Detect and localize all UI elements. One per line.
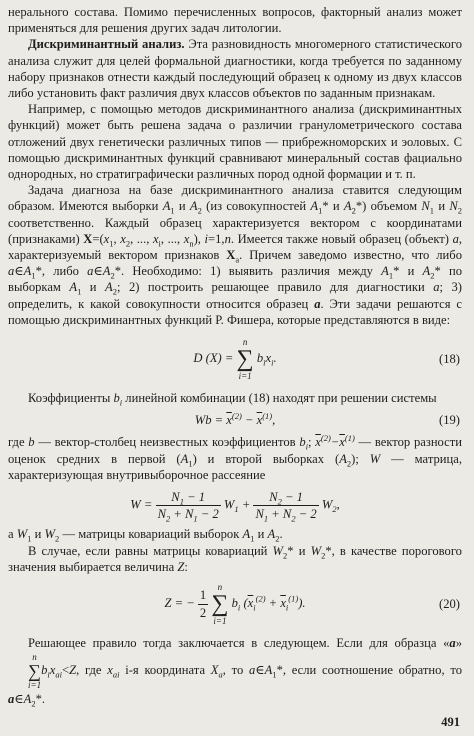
paragraph-task: Задача диагноза на базе дискриминантного анализа ставится следующим образом. Имеются выборки $A_1$ и $A_2$ (из совокупностей $A_1*$ и $A_2*$) объемом $N_1$ и $N_2$ соответственно. Каждый образец характеризуется вектором с координатами (признаками) $X=(x_1$, $x_2$, ..., $x_i$, ..., $x_n$), i=1,n. Имеется также новый образец (объект) a, характеризуемый вектором признаков $X_a$. Причем заведомо известно, что либо $a\in A_1*$, либо $a\in A_2*$. Необходимо: 1) выявить различия между $A_1*$ и $A_2*$ по выборкам $A_1$ и $A_2$; 2) построить решающее правило для диагностики a; 3) определить, к какой совокупности относится образец a. Эти задачи решаются с помощью дискриминантных функций Р. Фишера, которые представляются в виде: bbox=[8, 183, 463, 327]
fraction: $\frac{1}{2}$ bbox=[199, 588, 207, 620]
section-heading: Дискриминантный анализ. bbox=[28, 37, 185, 52]
sum-symbol: n ∑ i=1 bbox=[211, 582, 229, 627]
paragraph-intro: нерального состава. Помимо перечисленных вопросов, факторный анализ может применяться для решения других задач литологии. bbox=[8, 5, 462, 36]
equation-18: D (X) = n ∑ i=1 $b_ix_i$. (18) bbox=[193, 337, 460, 382]
paragraph-covariance: а $W_1$ и $W_2$ — матрицы ковариаций выборок $A_1$ и $A_2$. bbox=[8, 527, 283, 544]
paragraph-threshold: В случае, если равны матрицы ковариаций $W_2*$ и $W_2*$, в качестве порогового значения выбирается величина Z: bbox=[8, 543, 462, 574]
equation-20: Z = − $\frac{1}{2}$ n ∑ i=1 $b_i$ $(\overline{x}_i^{(2)} + \overline{x}_i^{(1)})$. (20) bbox=[164, 582, 460, 627]
sum-symbol: n ∑ i=1 bbox=[28, 652, 42, 691]
paragraph-coefficients: Коэффициенты $b_i$ линейной комбинации (18) находят при решении системы bbox=[28, 391, 437, 408]
paragraph-discriminant bbox=[8, 36, 462, 101]
equation-number: (19) bbox=[439, 413, 460, 428]
paragraph-rule: Решающее правило тогда заключается в следующем. Если для образца «a» n ∑ i=1 $b_ix_{ai}<Z$, где $x_{ai}$ i-я координата $X_a$, то $a\in A_1*$, если соотношение обратно, то $a\in A_2*$. bbox=[8, 636, 462, 709]
fraction: $\frac{N_2 - 1}{N_1 + N_2 - 2}$ bbox=[255, 490, 317, 524]
equation-19: $Wb = \overline{x}^{(2)} - \overline{x}^{(1)}$, (19) bbox=[194, 411, 460, 428]
equation-w: W = $\frac{N_1 - 1}{N_2 + N_1 - 2}$ $W_1$ + $\frac{N_2 - 1}{N_1 + N_2 - 2}$ $W_2$, bbox=[130, 490, 340, 524]
page-number: 491 bbox=[441, 714, 460, 729]
paragraph-example: Например, с помощью методов дискриминантного анализа (дискриминантных функций) может быть решена задача о различии гранулометрического состава отложений двух генетически различных типов — прибрежноморских и эоловых. С помощью дискриминантных функций сравнивают минеральный состав фациально однородных, но стратиграфически различных пород одной формации и т. п. bbox=[8, 102, 462, 182]
equation-number: (20) bbox=[439, 596, 460, 611]
fraction: $\frac{N_1 - 1}{N_2 + N_1 - 2}$ bbox=[157, 490, 219, 524]
equation-number: (18) bbox=[439, 351, 460, 366]
sum-symbol: n ∑ i=1 bbox=[236, 337, 254, 382]
paragraph-where: где b — вектор-столбец неизвестных коэффициентов $b_i$; $\overline{x}^{(2)}-\overline{x}^{(1)}$ — вектор разности оценок средних в первой $(A_1)$ и второй выборках $(A_2)$; W — матрица, характеризующая внутривыборочное рассеяние bbox=[8, 433, 463, 482]
paragraph-text: Эта разновидность многомерного статистического анализа служит для целей формальной диагностики, когда требуется по заданному набору признаков отнести каждый последующий образец к одному из двух классов либо установить факт различия двух классов объектов по заданным признакам. bbox=[8, 37, 462, 101]
